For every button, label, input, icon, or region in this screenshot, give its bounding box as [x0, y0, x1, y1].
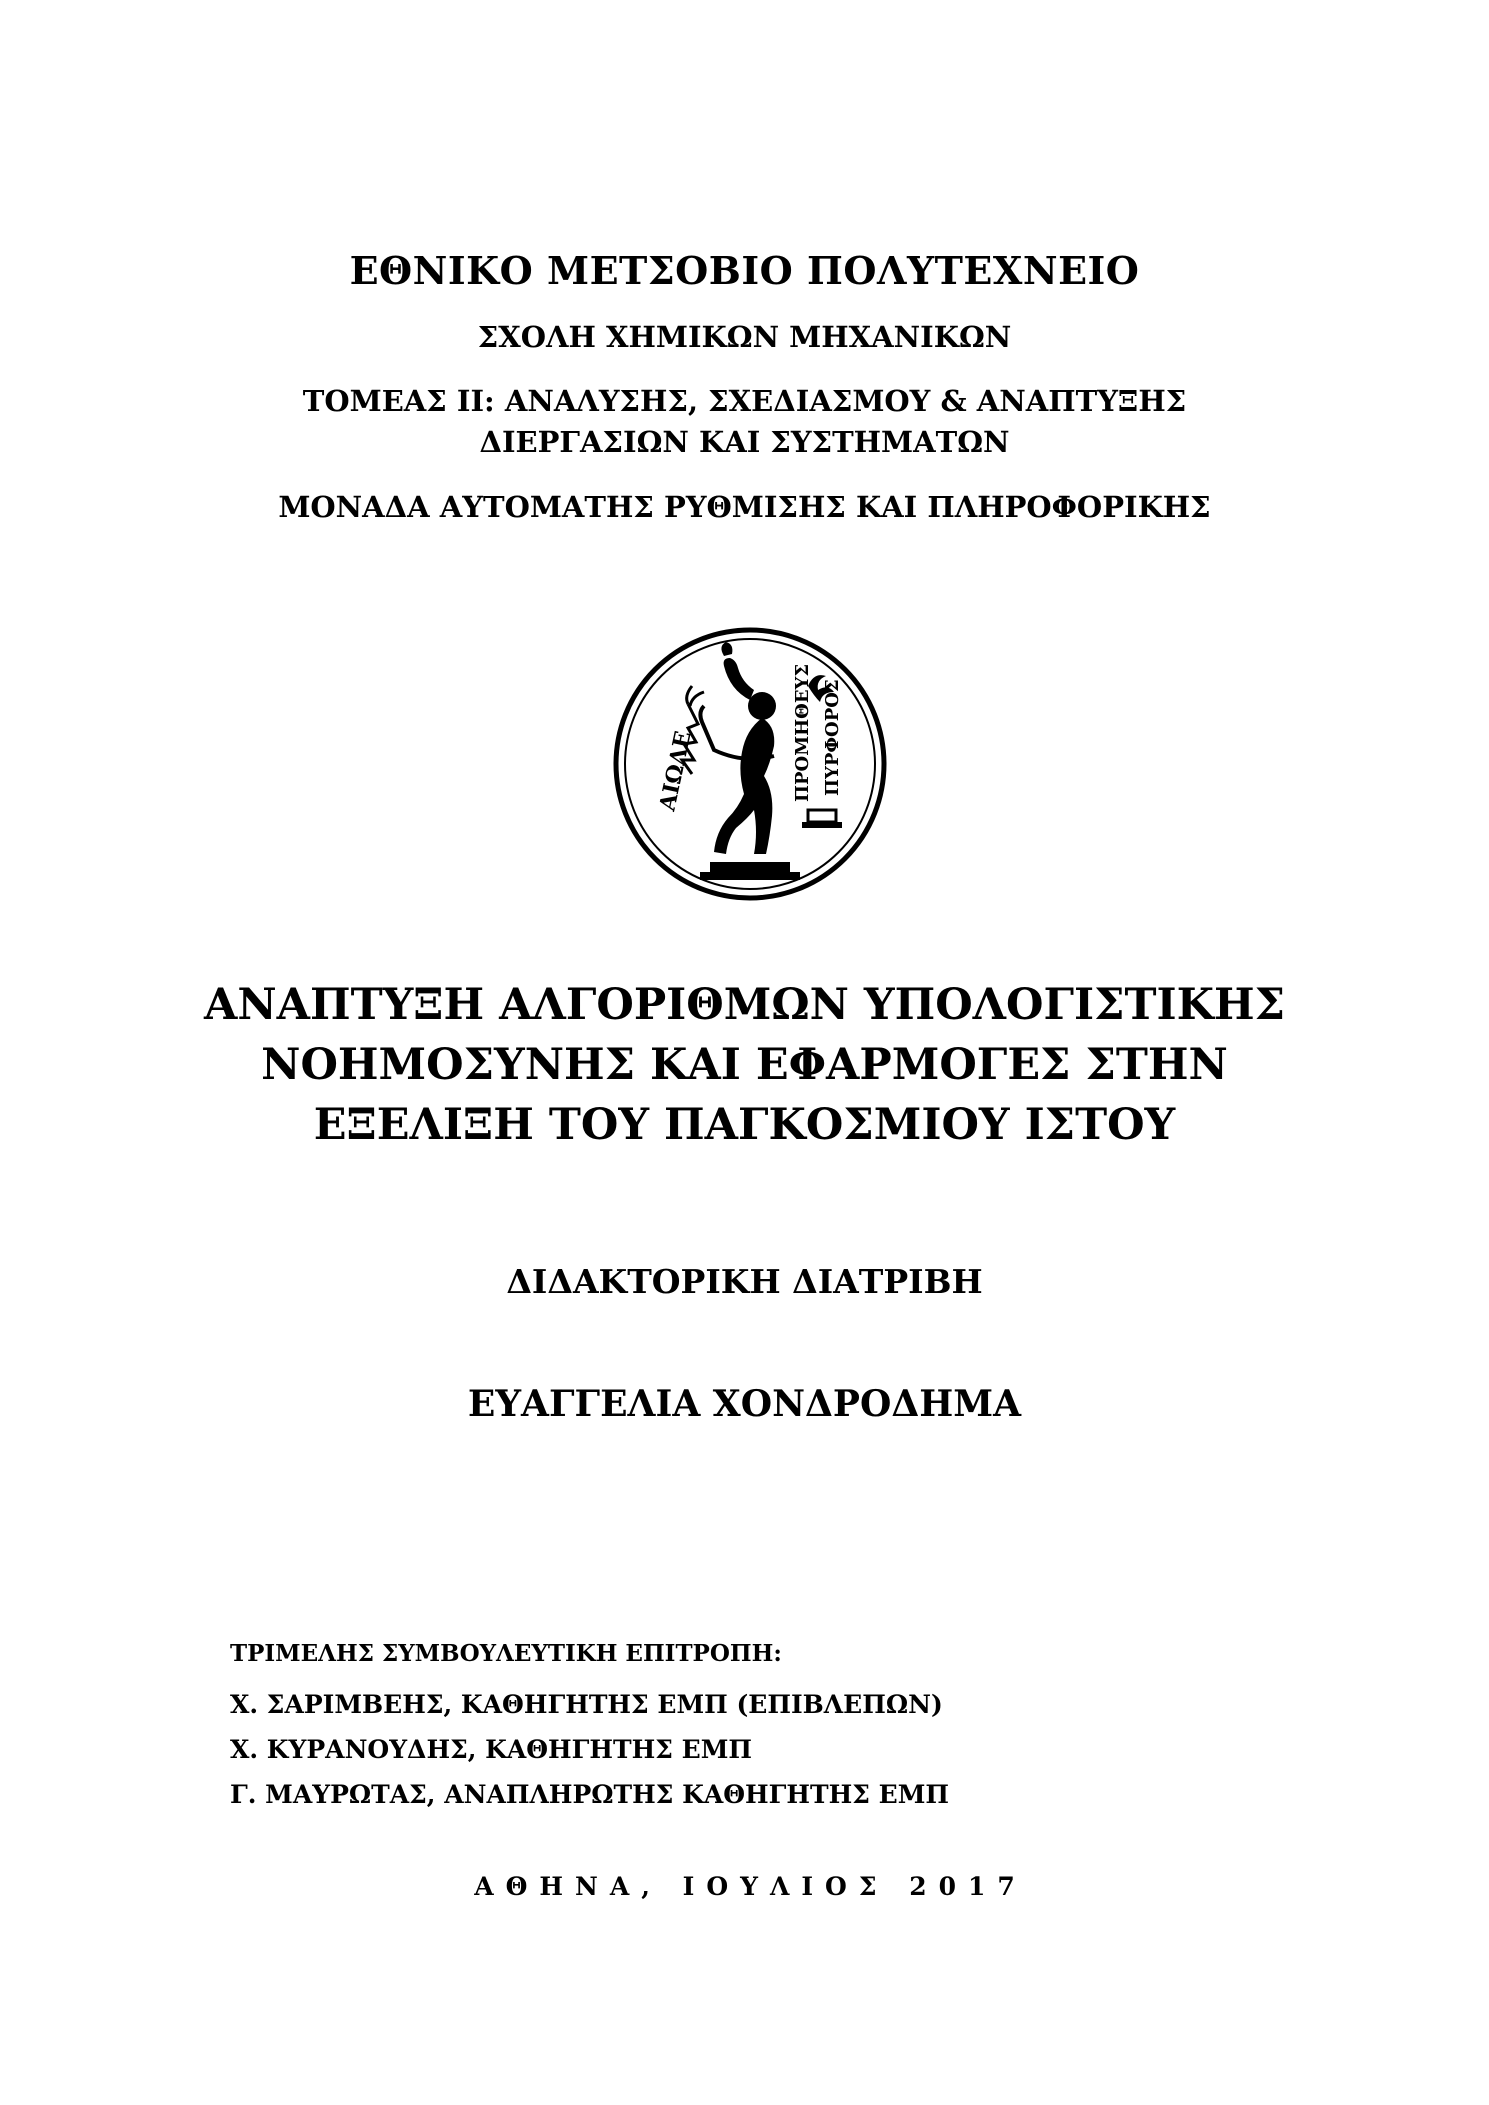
seal-inscription-right2: ΠΥΡΦΟΡΟΣ	[822, 679, 843, 796]
committee-member: Χ. ΣΑΡΙΜΒΕΗΣ, ΚΑΘΗΓΗΤΗΣ ΕΜΠ (ΕΠΙΒΛΕΠΩΝ)	[230, 1690, 943, 1719]
seal-inscription-left: ΑΙΩΛΕ	[654, 728, 697, 814]
sector-name-line2: ΔΙΕΡΓΑΣΙΩΝ ΚΑΙ ΣΥΣΤΗΜΑΤΩΝ	[479, 425, 1010, 459]
unit-name: ΜΟΝΑΔΑ ΑΥΤΟΜΑΤΗΣ ΡΥΘΜΙΣΗΣ ΚΑΙ ΠΛΗΡΟΦΟΡΙΚΗΣ	[278, 490, 1211, 524]
author-name: ΕΥΑΓΓΕΛΙΑ ΧΟΝΔΡΟΔΗΜΑ	[467, 1383, 1022, 1425]
place-and-date: ΑΘΗΝΑ, ΙΟΥΛΙΟΣ 2017	[474, 1872, 1027, 1901]
committee-member: Χ. ΚΥΡΑΝΟΥΔΗΣ, ΚΑΘΗΓΗΤΗΣ ΕΜΠ	[230, 1735, 752, 1764]
ntua-prometheus-seal-icon	[612, 626, 888, 902]
document-type: ΔΙΔΑΚΤΟΡΙΚΗ ΔΙΑΤΡΙΒΗ	[506, 1262, 983, 1301]
sector-name-line1: ΤΟΜΕΑΣ ΙΙ: ΑΝΑΛΥΣΗΣ, ΣΧΕΔΙΑΣΜΟΥ & ΑΝΑΠΤΥΞΗΣ	[302, 384, 1187, 418]
thesis-title-line1: ΑΝΑΠΤΥΞΗ ΑΛΓΟΡΙΘΜΩΝ ΥΠΟΛΟΓΙΣΤΙΚΗΣ	[203, 980, 1286, 1030]
school-name: ΣΧΟΛΗ ΧΗΜΙΚΩΝ ΜΗΧΑΝΙΚΩΝ	[477, 320, 1012, 354]
seal-inscription-right1: ΠΡΟΜΗΘΕΥΣ	[792, 663, 813, 802]
thesis-title-line3: ΕΞΕΛΙΞΗ ΤΟΥ ΠΑΓΚΟΣΜΙΟΥ ΙΣΤΟΥ	[313, 1100, 1176, 1150]
institution-name: ΕΘΝΙΚΟ ΜΕΤΣΟΒΙΟ ΠΟΛΥΤΕΧΝΕΙΟ	[349, 248, 1140, 293]
thesis-title-line2: ΝΟΗΜΟΣΥΝΗΣ ΚΑΙ ΕΦΑΡΜΟΓΕΣ ΣΤΗΝ	[261, 1040, 1228, 1090]
committee-member: Γ. ΜΑΥΡΩΤΑΣ, ΑΝΑΠΛΗΡΩΤΗΣ ΚΑΘΗΓΗΤΗΣ ΕΜΠ	[230, 1780, 949, 1809]
committee-heading: ΤΡΙΜΕΛΗΣ ΣΥΜΒΟΥΛΕΥΤΙΚΗ ΕΠΙΤΡΟΠΗ:	[230, 1640, 782, 1667]
